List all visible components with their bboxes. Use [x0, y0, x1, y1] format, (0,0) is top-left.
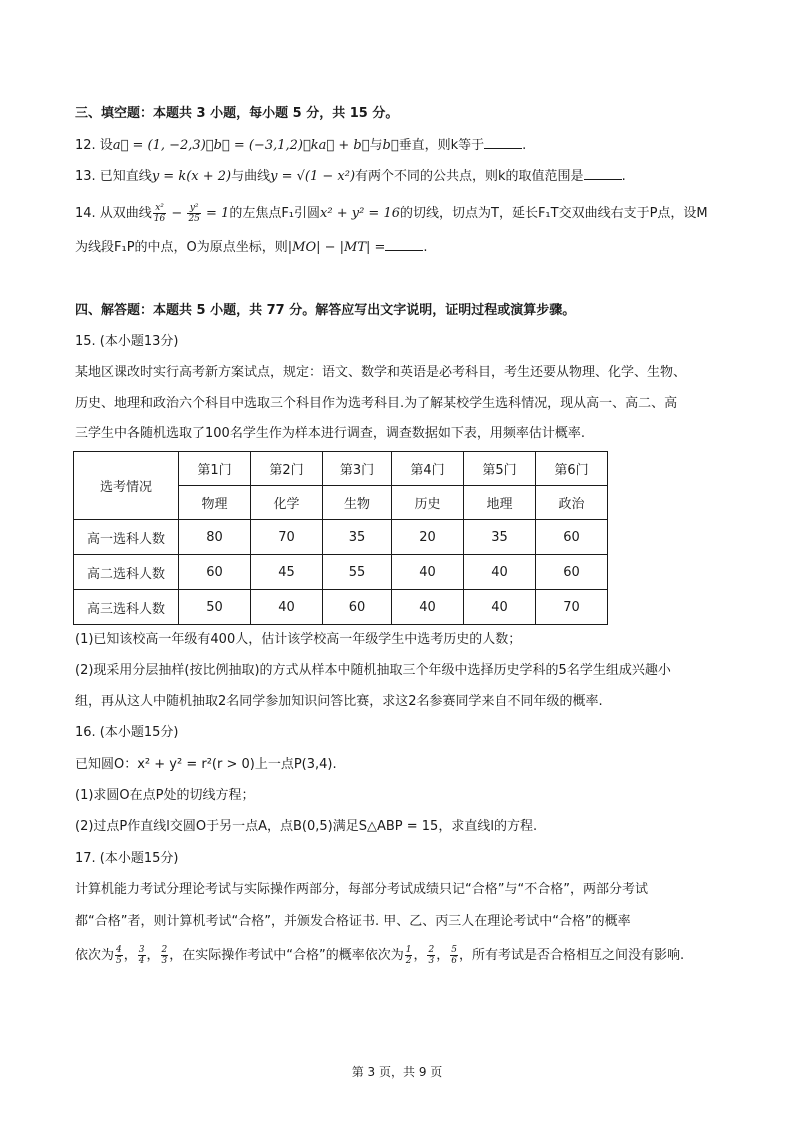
table-subject-cell: 化学 — [251, 486, 323, 520]
q14-prefix: 14. 从双曲线 — [75, 206, 152, 221]
q17-paragraph-1: 计算机能力考试分理论考试与实际操作两部分，每部分考试成绩只记“合格”与“不合格”，两部分考试 — [75, 882, 648, 897]
question-14-line1 — [75, 203, 708, 224]
separator: ， — [146, 948, 160, 963]
q14-line2a: 为线段F₁P的中点，O为原点坐标，则 — [75, 240, 288, 255]
table-subject-cell: 历史 — [392, 486, 464, 520]
q12-vector-b: b⃗ = (−3,1,2)， — [213, 138, 311, 153]
q16-sub-question-1: (1)求圆O在点P处的切线方程； — [75, 788, 255, 803]
q17-para3-prefix: 依次为 — [75, 948, 115, 963]
table-cell: 40 — [392, 590, 464, 625]
section3-heading: 三、填空题：本题共 3 小题，每小题 5 分，共 15 分。 — [75, 106, 399, 121]
q17-paragraph-2: 都“合格”者，则计算机考试“合格”，并颁发合格证书. 甲、乙、丙三人在理论考试中“合格”的概率 — [75, 914, 631, 929]
theory-prob-fraction: $\frac{4}{5}$ — [116, 945, 122, 966]
q12-b: b⃗ — [382, 138, 399, 153]
table-cell: 60 — [179, 555, 251, 590]
table-row — [74, 520, 608, 555]
theory-prob-fraction: $\frac{2}{3}$ — [161, 945, 168, 966]
q17-title: 17. (本小题15分) — [75, 851, 179, 866]
q15-sub-question-2b: 组，再从这人中随机抽取2名同学参加知识问答比赛，求这2名参赛同学来自不同年级的概率. — [75, 694, 603, 709]
table-cell: 35 — [464, 520, 536, 555]
practice-prob-fraction: $\frac{5}{6}$ — [451, 945, 457, 966]
table-row-label: 高一选科人数 — [74, 520, 179, 555]
table-rank-cell: 第3门 — [323, 452, 392, 486]
table-row-label: 高二选科人数 — [74, 555, 179, 590]
q13-mid: 与曲线 — [231, 169, 271, 184]
q14-answer-blank — [385, 238, 423, 251]
table-cell: 50 — [179, 590, 251, 625]
table-cell: 70 — [251, 520, 323, 555]
question-13 — [75, 167, 626, 186]
separator: ， — [436, 948, 450, 963]
practice-prob-fraction: $\frac{1}{2}$ — [405, 945, 412, 966]
table-cell: 40 — [251, 590, 323, 625]
q14-fraction-y: $\frac{\text{y²}}{25}$ — [188, 203, 200, 224]
q15-paragraph-1: 某地区课改时实行高考新方案试点，规定：语文、数学和英语是必考科目，考生还要从物理、化学、生物、 — [75, 365, 687, 380]
question-12 — [75, 136, 526, 155]
table-rank-cell: 第6门 — [536, 452, 608, 486]
q14-circle-equation: x² + y² = 16 — [320, 206, 400, 221]
table-rank-cell: 第5门 — [464, 452, 536, 486]
q14-distance-expr: |MO| − |MT| = — [287, 240, 386, 255]
table-cell: 35 — [323, 520, 392, 555]
q16-title: 16. (本小题15分) — [75, 725, 179, 740]
table-subject-cell: 政治 — [536, 486, 608, 520]
q15-title: 15. (本小题13分) — [75, 334, 179, 349]
q12-suffix: 垂直，则k等于 — [398, 138, 485, 153]
table-row-label: 高三选科人数 — [74, 590, 179, 625]
practice-prob-fraction: $\frac{2}{3}$ — [428, 945, 435, 966]
q14-part1: 的左焦点F₁引圆 — [229, 206, 321, 221]
table-cell: 40 — [464, 590, 536, 625]
separator: ， — [413, 948, 427, 963]
table-cell: 80 — [179, 520, 251, 555]
q13-suffix: 有两个不同的公共点，则k的取值范围是 — [355, 169, 584, 184]
q13-line-equation: y = k(x + 2) — [151, 169, 232, 184]
table-corner-cell: 选考情况 — [74, 452, 179, 520]
question-14-line2 — [75, 238, 428, 257]
table-header-rank-row — [74, 452, 608, 486]
subject-selection-table — [73, 451, 608, 625]
table-subject-cell: 生物 — [323, 486, 392, 520]
table-row — [74, 590, 608, 625]
table-cell: 60 — [323, 590, 392, 625]
q12-mid: 与 — [369, 138, 383, 153]
table-cell: 60 — [536, 555, 608, 590]
table-cell: 40 — [392, 555, 464, 590]
q14-fraction-x: $\frac{\text{x²}}{16}$ — [153, 203, 166, 224]
q17-paragraph-3 — [75, 945, 684, 966]
q16-sub-question-2: (2)过点P作直线l交圆O于另一点A，点B(0,5)满足S△ABP = 15，求直线l的方程. — [75, 819, 538, 834]
table-row — [74, 555, 608, 590]
table-subject-cell: 地理 — [464, 486, 536, 520]
q12-vector-a: a⃗ = (1, −2,3)， — [112, 138, 214, 153]
q13-answer-blank — [584, 167, 622, 180]
theory-prob-fraction: $\frac{3}{4}$ — [138, 945, 145, 966]
q13-prefix: 13. 已知直线 — [75, 169, 152, 184]
separator: ， — [123, 948, 137, 963]
table-subject-cell: 物理 — [179, 486, 251, 520]
q17-para3-suffix: ，所有考试是否合格相互之间没有影响. — [458, 948, 685, 963]
page-footer: 第 3 页，共 9 页 — [351, 1065, 443, 1079]
q14-minus: − — [167, 206, 187, 221]
table-cell: 60 — [536, 520, 608, 555]
table-cell: 40 — [464, 555, 536, 590]
table-rank-cell: 第1门 — [179, 452, 251, 486]
table-rank-cell: 第2门 — [251, 452, 323, 486]
q14-part2: 的切线，切点为T，延长F₁T交双曲线右支于P点，设M — [400, 206, 708, 221]
q17-para3-mid: ，在实际操作考试中“合格”的概率依次为 — [169, 948, 404, 963]
table-cell: 20 — [392, 520, 464, 555]
q15-sub-question-1: (1)已知该校高一年级有400人，估计该学校高一年级学生中选考历史的人数； — [75, 632, 522, 647]
table-rank-cell: 第4门 — [392, 452, 464, 486]
q15-sub-question-2a: (2)现采用分层抽样(按比例抽取)的方式从样本中随机抽取三个年级中选择历史学科的5名学生组成兴趣小 — [75, 663, 671, 678]
q14-equals: = 1 — [201, 206, 230, 221]
q12-end: . — [522, 138, 527, 153]
q14-end: . — [423, 240, 428, 255]
q15-paragraph-2: 历史、地理和政治六个科目中选取三个科目作为选考科目.为了解某校学生选科情况，现从高一、高二、高 — [75, 396, 678, 411]
table-cell: 55 — [323, 555, 392, 590]
q13-end: . — [621, 169, 626, 184]
section4-heading: 四、解答题：本题共 5 小题，共 77 分。解答应写出文字说明，证明过程或演算步骤。 — [75, 303, 576, 318]
table-cell: 45 — [251, 555, 323, 590]
q15-paragraph-3: 三学生中各随机选取了100名学生作为样本进行调查，调查数据如下表，用频率估计概率. — [75, 426, 585, 441]
q12-expression: ka⃗ + b⃗ — [310, 138, 370, 153]
q12-prefix: 12. 设 — [75, 138, 113, 153]
q13-curve-equation: y = √(1 − x²) — [270, 169, 356, 184]
q16-stem: 已知圆O：x² + y² = r²(r > 0)上一点P(3,4). — [75, 757, 337, 772]
q12-answer-blank — [484, 136, 522, 149]
table-cell: 70 — [536, 590, 608, 625]
